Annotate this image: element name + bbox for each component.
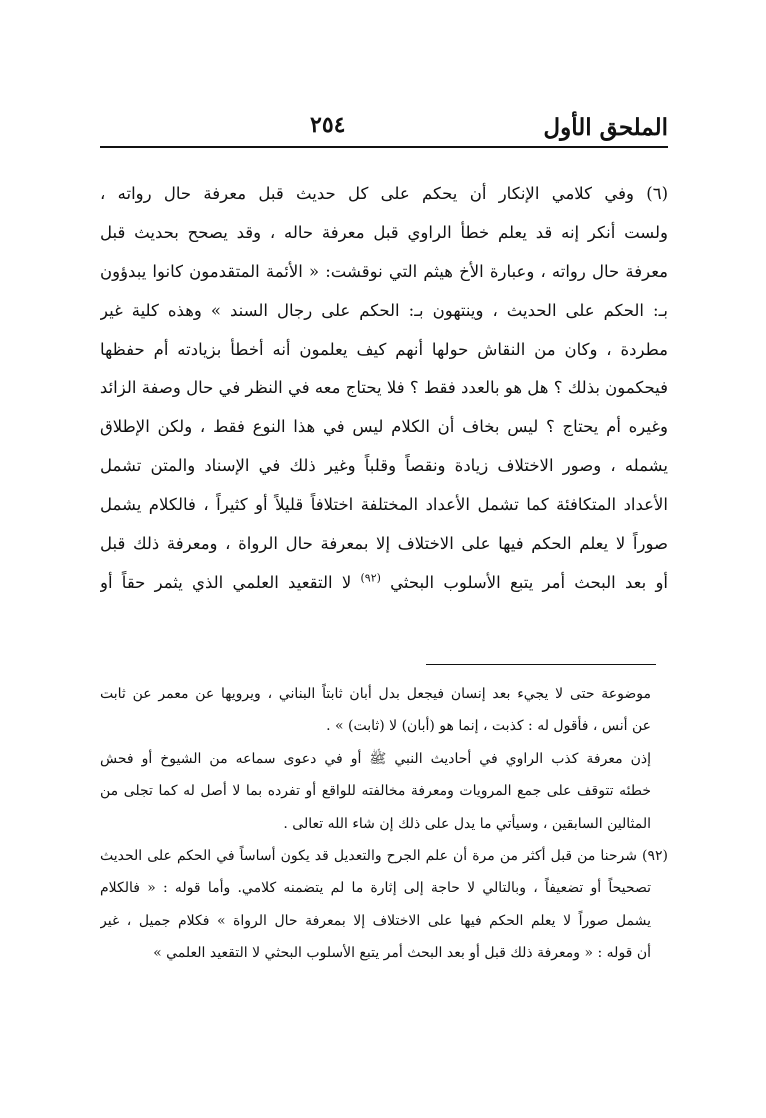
footnote-line: تصحيحاً أو تضعيفاً ، وبالتالي لا حاجة إلى إثارة ما لم يتضمنه كلامي. وأما قوله : « فالكلام [100,880,651,897]
footnote-line: يشمل صوراً لا يعلم الحكم فيها على الاختلاف إلا بمعرفة حال الرواة » فكلام جميل ، غير [100,912,651,929]
text-line: ولست أنكر إنه قد يعلم خطأ الراوي قبل معرفة حاله ، وقد يصحح بحديث قبل [100,222,668,242]
text-line: صوراً لا يعلم الحكم فيها على الاختلاف إلا بمعرفة حال الرواة ، ومعرفة ذلك قبل [100,534,668,554]
page-number: ٢٥٤ [310,112,346,138]
text-segment: لا التقعيد العلمي الذي يثمر حقاً أو [100,572,352,592]
footnote-line: خطئه تتوقف على جمع المرويات ومعرفة مخالفته للواقع أو تفرده بما لا أصل له كما تجلى من [100,783,651,800]
footnote-reference[interactable]: (٩٢) [360,571,381,585]
text-segment: أو بعد البحث أمر يتبع الأسلوب البحثي [390,572,668,592]
main-text [100,175,668,603]
footnote-line: (٩٢) شرحنا من قبل أكثر من مرة أن علم الجرح والتعديل قد يكون أساساً في الحكم على الحديث [100,847,668,864]
footnote-line: موضوعة حتى لا يجيء بعد إنسان فيجعل بدل أبان ثابتاً البناني ، ويرويها عن معمر عن ثابت [100,686,651,702]
text-line: يشمله ، وصور الاختلاف زيادة ونقصاً وقلباً وغير ذلك في الإسناد والمتن تشمل [100,456,668,476]
footnote-line: إذن معرفة كذب الراوي في أحاديث النبي ﷺ أو في دعوى سماعه من الشيوخ أو فحش [100,750,651,767]
text-line: وغيره أم يحتاج ؟ ليس بخاف أن الكلام ليس في هذا النوع فقط ، ولكن الإطلاق [100,417,668,437]
header-rule [100,146,668,148]
running-title: الملحق الأول [543,114,668,141]
footnote-line: أن قوله : « ومعرفة ذلك قبل أو بعد البحث أمر يتبع الأسلوب البحثي لا التقعيد العلمي » [153,945,651,962]
text-line [100,564,668,603]
footnote-line: المثالين السابقين ، وسيأتي ما يدل على ذلك إن شاء الله تعالى . [283,815,651,832]
text-line: مطردة ، وكان من النقاش حولها أنهم كيف يعلمون أنه أخطأ بزيادته أم حفظها [100,339,668,359]
text-line: معرفة حال رواته ، وعبارة الأخ هيثم التي نوقشت: « الأئمة المتقدمون كانوا يبدؤون [100,261,668,281]
text-line: الأعداد المتكافئة كما تشمل الأعداد المختلفة اختلافاً قليلاً أو كثيراً ، فالكلام يشمل [100,495,668,515]
text-line: بـ: الحكم على الحديث ، وينتهون بـ: الحكم على رجال السند » وهذه كلية غير [100,300,668,320]
text-line: (٦) وفي كلامي الإنكار أن يحكم على كل حديث قبل معرفة حال رواته ، [100,184,668,203]
footnotes [100,678,668,970]
footnote-separator [426,664,656,665]
footnote-line: عن أنس ، فأقول له : كذبت ، إنما هو (أبان) لا (ثابت) » . [326,718,651,735]
text-line: فيحكمون بذلك ؟ هل هو بالعدد فقط ؟ فلا يحتاج معه في النظر في حال وصفة الزائد [100,378,668,398]
